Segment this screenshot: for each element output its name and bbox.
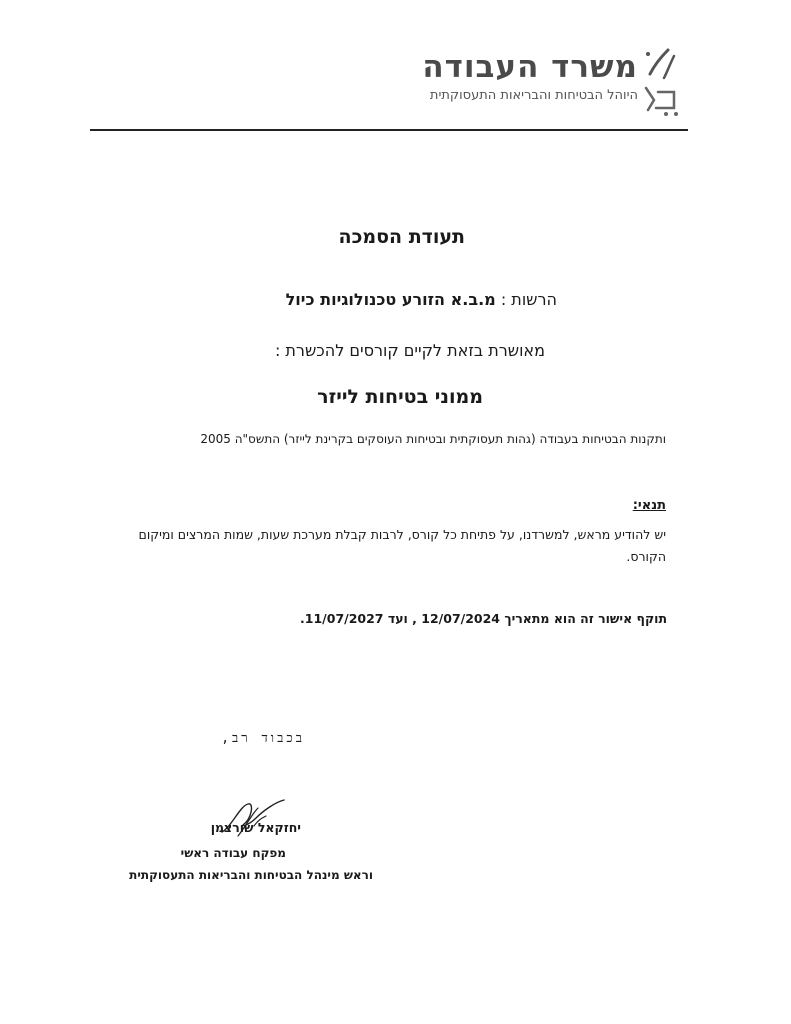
signer-title: מפקח עבודה ראשי bbox=[180, 846, 286, 860]
course-name: ממוני בטיחות לייזר bbox=[317, 386, 483, 408]
registrant-line bbox=[286, 290, 557, 309]
ministry-subtitle: היוהל הבטיחות והבריאות התעסוקתית bbox=[429, 88, 638, 103]
conditions-text: יש להודיע מראש, למשרדנו, על פתיחת כל קורס, לרבות קבלת מערכת שעות, שמות המרצים ומיקום הקורס. bbox=[138, 527, 666, 564]
approval-line: מאושרת בזאת לקיים קורסים להכשרת : bbox=[274, 341, 545, 360]
signer-department: וראש מינהל הבטיחות והבריאות התעסוקתית bbox=[129, 868, 373, 882]
closing-salutation: בכבוד רב, bbox=[221, 731, 305, 746]
ministry-logo-icon bbox=[640, 44, 684, 120]
registrant-name: מ.ב.א הזורע טכנולוגיות כיול bbox=[285, 290, 496, 309]
header-divider bbox=[90, 129, 688, 131]
document-title: תעודת הסמכה bbox=[338, 226, 465, 248]
registrant-label: הרשות : bbox=[500, 290, 557, 309]
validity-statement: תוקף אישור זה הוא מתאריך 12/07/2024 , ועד 11/07/2027. bbox=[300, 611, 667, 626]
conditions-label: תנאי: bbox=[632, 498, 666, 513]
signer-name: יחזקאל שורצמן bbox=[210, 820, 301, 835]
regulation-reference: ותקנות הבטיחות בעבודה (גהות תעסוקתית ובטיחות העוסקים בקרינת לייזר) התשס"ה 2005 bbox=[200, 432, 666, 446]
ministry-name: משרד העבודה bbox=[422, 49, 638, 85]
